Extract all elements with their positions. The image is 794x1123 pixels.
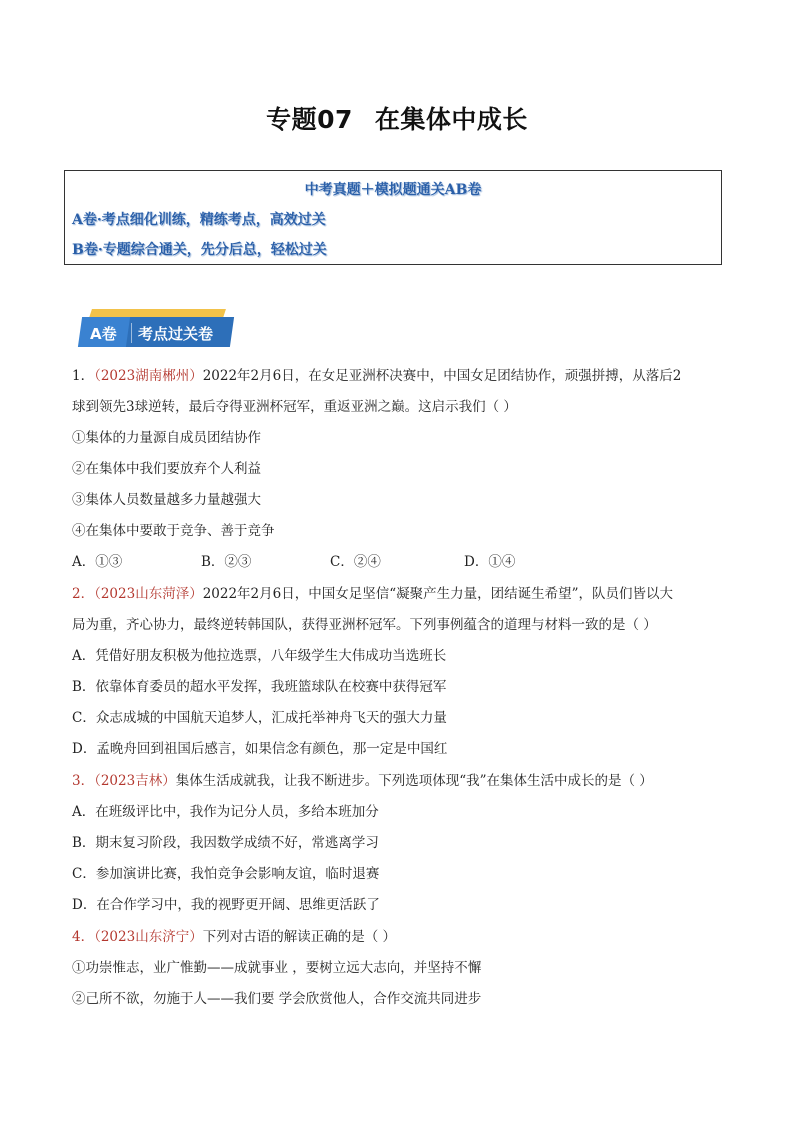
intro-box [64, 170, 722, 265]
title-prefix: 专题07 [266, 105, 353, 134]
option-d: D．孟晚舟回到祖国后感言，如果信念有颜色，那一定是中国红 [72, 741, 448, 757]
question-stem: 集体生活成就我，让我不断进步。下列选项体现“我”在集体生活中成长的是（ ） [175, 773, 653, 789]
question-number: 2． [72, 586, 95, 602]
page-title [0, 100, 794, 136]
intro-line-b: B卷·专题综合通关，先分后总，轻松过关 [72, 242, 327, 258]
question-number: 1． [72, 368, 95, 384]
option-a: A．凭借好朋友积极为他拉选票，八年级学生大伟成功当选班长 [72, 648, 447, 664]
option-d: D．①④ [464, 554, 516, 570]
option-d: D．在合作学习中，我的视野更开阔、思维更活跃了 [72, 897, 380, 913]
section-name: 考点过关卷 [138, 325, 214, 343]
intro-line-a: A卷·考点细化训练，精练考点，高效过关 [72, 212, 326, 228]
question-source: （2023山东菏泽） [94, 586, 203, 602]
question-4-stem-line-1 [72, 927, 396, 947]
section-tag: A卷 [90, 325, 117, 343]
question-3-stem-line-1 [72, 771, 653, 791]
question-source: （2023吉林） [94, 773, 176, 789]
statement-item: ④在集体中要敢于竞争、善于竞争 [72, 523, 275, 539]
question-1-stem-line-2: 球到领先3球逆转，最后夺得亚洲杯冠军，重返亚洲之巅。这启示我们（ ） [72, 399, 517, 415]
question-1-stem-line-1 [72, 366, 681, 386]
statement-item: ②己所不欲，勿施于人——我们要 学会欣赏他人，合作交流共同进步 [72, 991, 482, 1007]
question-source: （2023山东济宁） [94, 929, 203, 945]
statement-item: ①集体的力量源自成员团结协作 [72, 430, 261, 446]
intro-heading: 中考真题＋模拟题通关AB卷 [304, 182, 482, 198]
question-source: （2023湖南郴州） [94, 368, 203, 384]
statement-item: ②在集体中我们要放弃个人利益 [72, 461, 261, 477]
section-banner [80, 309, 232, 349]
title-main: 在集体中成长 [374, 105, 528, 134]
banner-divider [131, 323, 132, 343]
option-c: C．②④ [330, 554, 381, 570]
question-number: 3． [72, 773, 95, 789]
question-number: 4． [72, 929, 95, 945]
question-stem: 下列对古语的解读正确的是（ ） [202, 929, 396, 945]
option-b: B．依靠体育委员的超水平发挥，我班篮球队在校赛中获得冠军 [72, 679, 447, 695]
statement-item: ①功崇惟志，业广惟勤——成就事业 ，要树立远大志向，并坚持不懈 [72, 960, 482, 976]
option-c: C．众志成城的中国航天追梦人，汇成托举神舟飞天的强大力量 [72, 710, 447, 726]
option-b: B．期末复习阶段，我因数学成绩不好，常逃离学习 [72, 835, 379, 851]
option-b: B．②③ [201, 554, 252, 570]
question-2-stem-line-2: 局为重，齐心协力，最终逆转韩国队，获得亚洲杯冠军。下列事例蕴含的道理与材料一致的是（ ） [72, 617, 657, 633]
option-a: A．①③ [72, 554, 123, 570]
question-stem: 2022年2月6日，在女足亚洲杯决赛中，中国女足团结协作，顽强拼搏，从落后2 [202, 368, 682, 384]
statement-item: ③集体人员数量越多力量越强大 [72, 492, 261, 508]
question-stem: 2022年2月6日，中国女足坚信“凝聚产生力量，团结诞生希望”，队员们皆以大 [202, 586, 674, 602]
question-2-stem-line-1 [72, 584, 673, 604]
option-a: A．在班级评比中，我作为记分人员，多给本班加分 [72, 804, 379, 820]
option-c: C．参加演讲比赛，我怕竞争会影响友谊，临时退赛 [72, 866, 380, 882]
